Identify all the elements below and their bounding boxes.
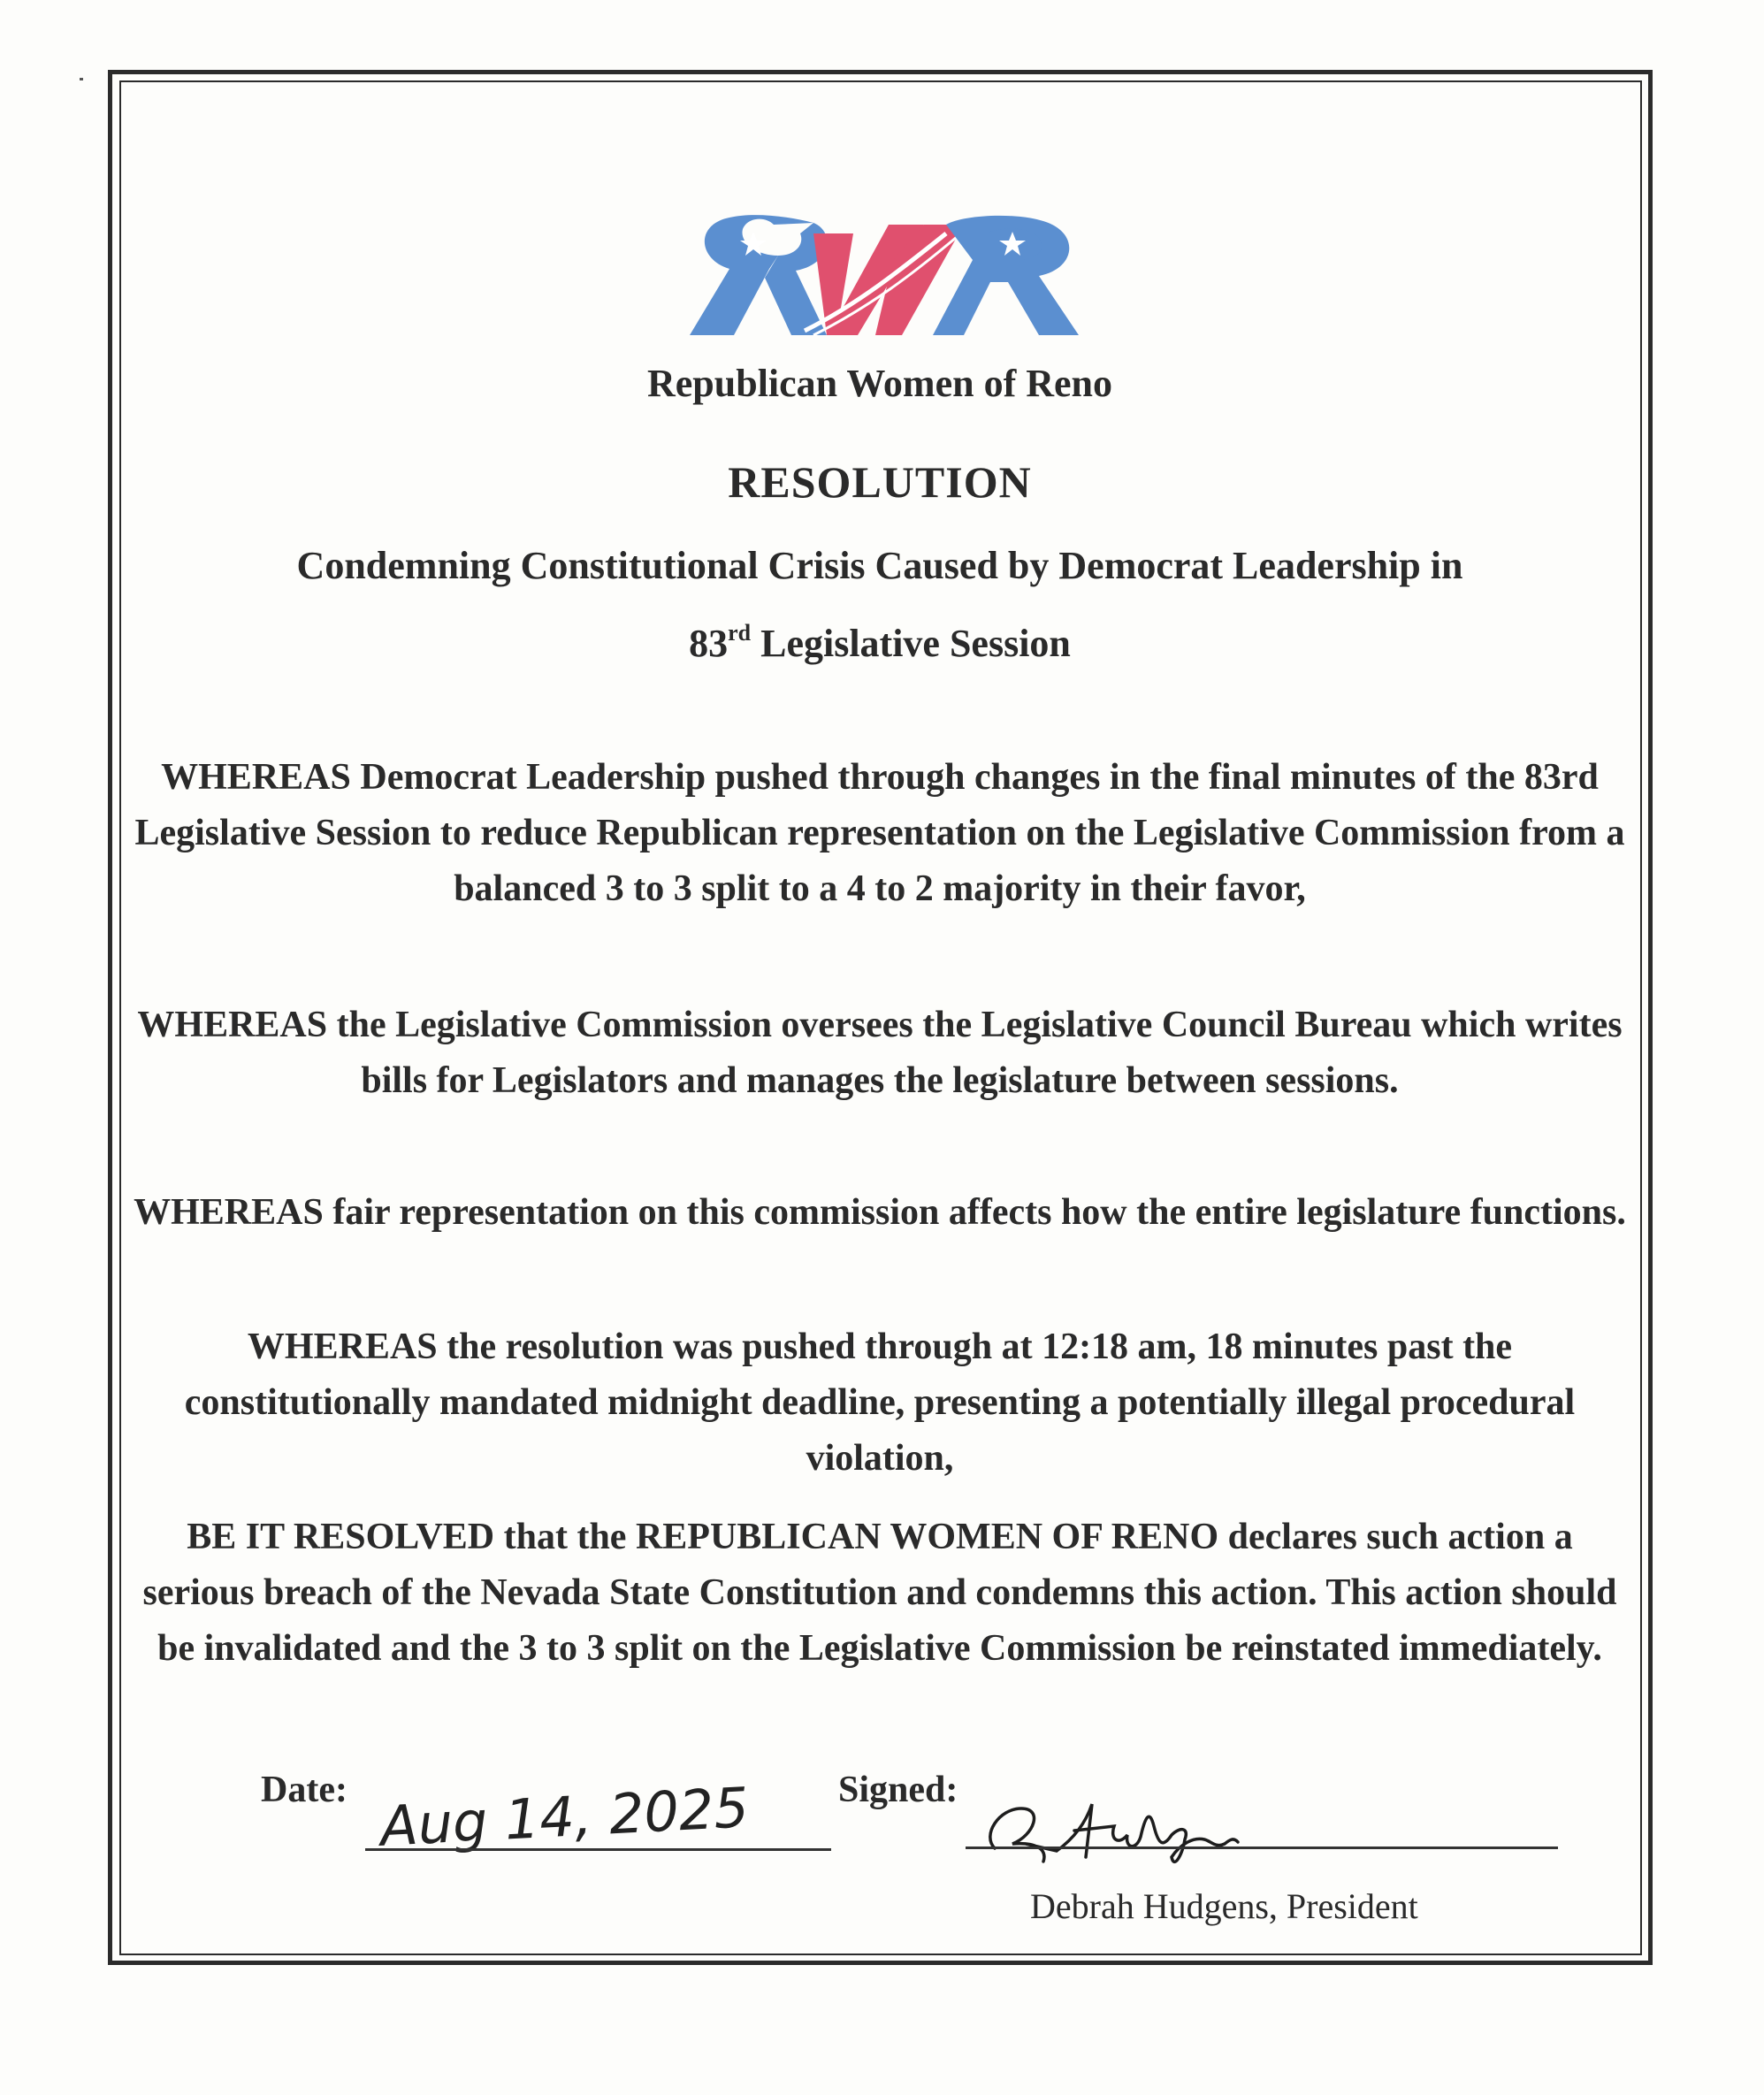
resolved-keyword: BE IT RESOLVED xyxy=(187,1517,495,1557)
whereas-keyword: WHEREAS xyxy=(247,1327,438,1367)
whereas-paragraph-2 xyxy=(133,998,1627,1109)
subtitle-line-1: Condemning Constitutional Crisis Caused by Democrat Leadership in xyxy=(296,544,1463,587)
whereas-paragraph-4 xyxy=(133,1319,1627,1487)
resolved-text-a: that the xyxy=(494,1517,636,1557)
signed-label: Signed: xyxy=(838,1770,958,1810)
resolved-org: REPUBLICAN WOMEN OF RENO xyxy=(635,1517,1219,1557)
paragraph-text: fair representation on this commission affects how the entire legislature functions. xyxy=(323,1192,1626,1233)
date-label: Date: xyxy=(261,1770,347,1810)
resolved-paragraph xyxy=(133,1510,1627,1677)
session-label: Legislative Session xyxy=(751,622,1071,665)
rwr-logo xyxy=(681,207,1083,340)
paragraph-text: Democrat Leadership pushed through changes in the final minutes of the 83rd Legislative Session to reduce Republican representation on the Legislative Commission from a balanced 3 to 3 split to a 4 to 2 majority in their favor, xyxy=(134,757,1625,909)
handwritten-signature xyxy=(973,1782,1264,1879)
document-title: RESOLUTION xyxy=(728,457,1032,507)
whereas-keyword: WHEREAS xyxy=(134,1192,324,1233)
paragraph-text: the Legislative Commission oversees the Legislative Council Bureau which writes bills for Legislators and manages the legislature between sessions. xyxy=(327,1005,1623,1101)
whereas-paragraph-1 xyxy=(133,750,1627,917)
subtitle-line-2 xyxy=(133,621,1627,666)
scan-mark xyxy=(80,78,83,80)
whereas-keyword: WHEREAS xyxy=(161,757,351,798)
signature-line xyxy=(966,1847,1558,1849)
signer-name: Debrah Hudgens, President xyxy=(1030,1886,1418,1926)
session-ordinal: rd xyxy=(728,620,752,646)
whereas-keyword: WHEREAS xyxy=(137,1005,328,1045)
date-line xyxy=(365,1848,831,1851)
whereas-paragraph-3 xyxy=(133,1185,1627,1241)
organization-name: Republican Women of Reno xyxy=(646,362,1113,405)
paragraph-text: the resolution was pushed through at 12:18 am, 18 minutes past the constitutionally mandated midnight deadline, presenting a potentially illegal procedural violation, xyxy=(184,1327,1576,1479)
resolved-text-b: declares such action a serious breach of the Nevada State Constitution and condemns this action. This action should be invalidated and the 3 to 3 split on the Legislative Commission be reinstated immediately. xyxy=(142,1517,1617,1669)
session-number: 83 xyxy=(689,622,729,665)
date-value: Aug 14, 2025 xyxy=(378,1775,751,1859)
